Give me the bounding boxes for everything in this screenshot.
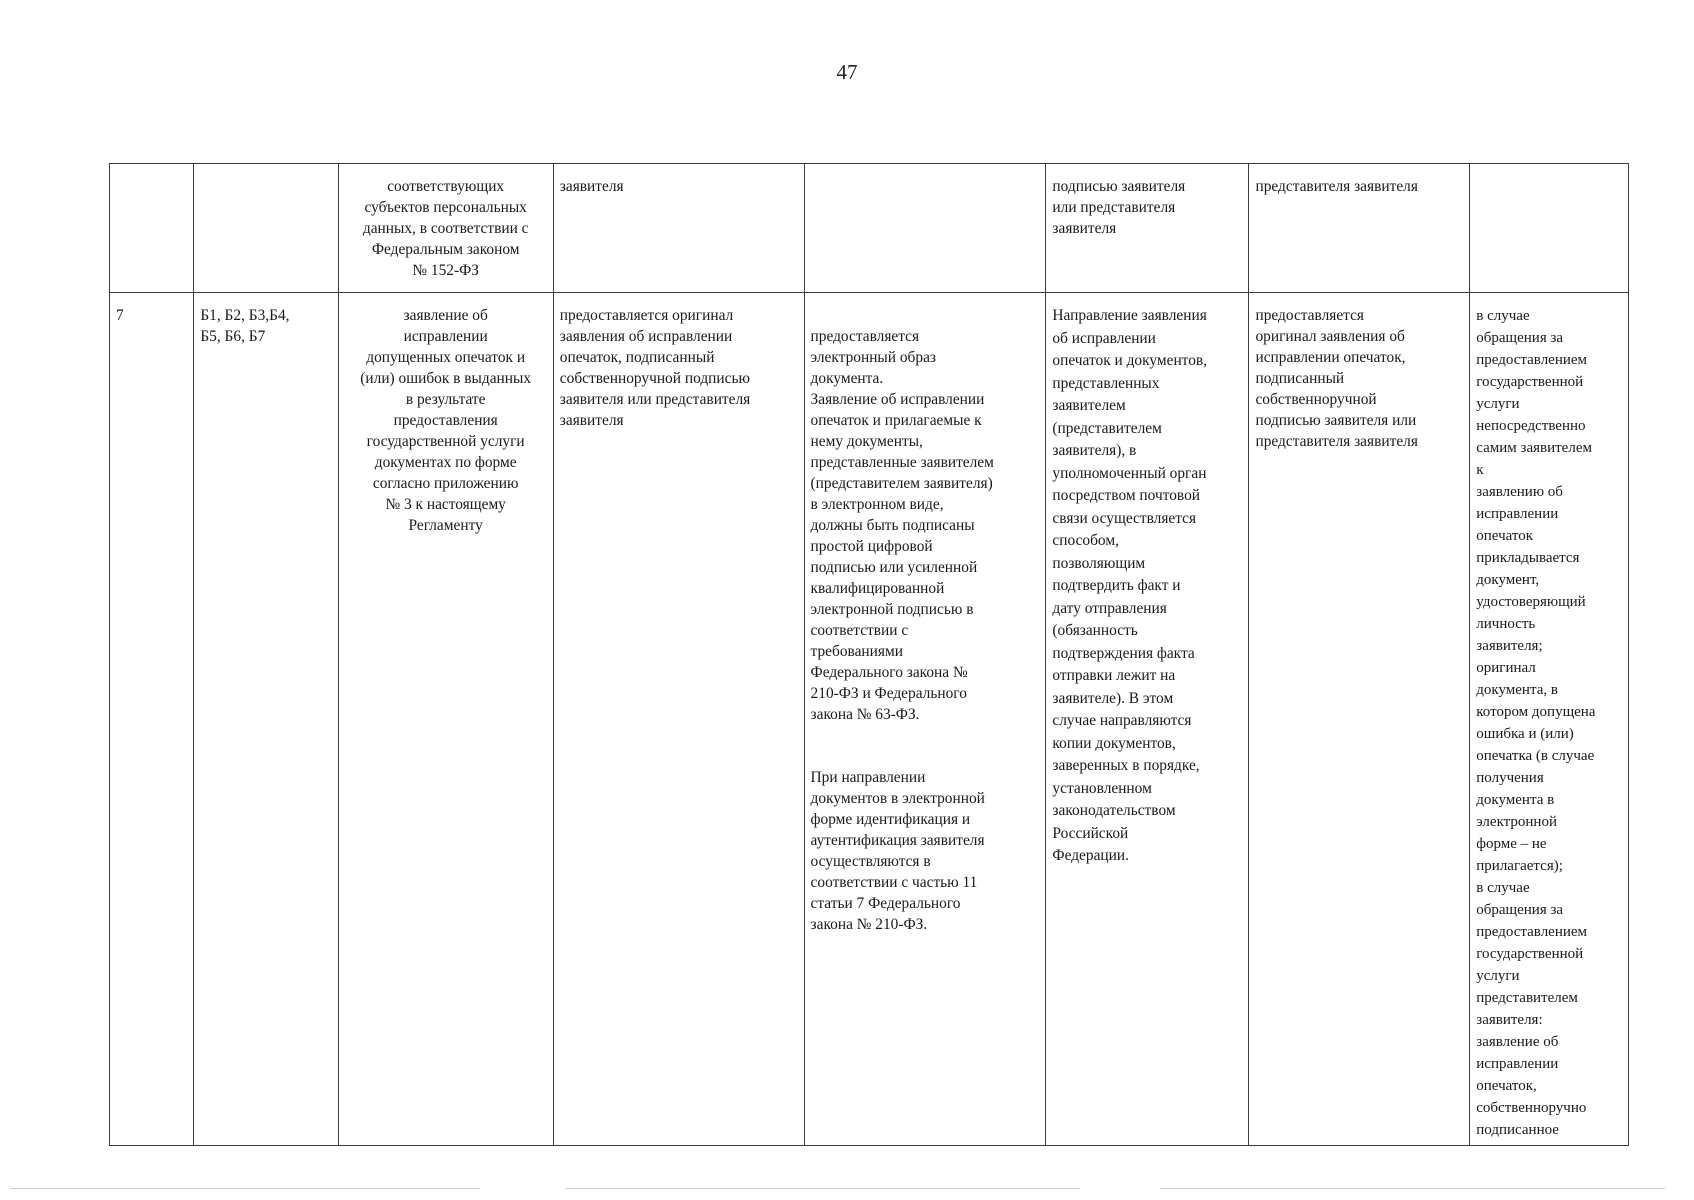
scan-artifact-line [10, 1188, 480, 1189]
electronic-form-paragraph-2: При направлении документов в электронной форме идентификация и аутентификация заявителя осуществляются в соответствии с частью 11 статьи 7 Федерального закона № 210-ФЗ. [810, 769, 985, 933]
cell-postal-submission: подписью заявителя или представителя заявителя [1046, 164, 1249, 293]
cell-paper-form: предоставляется оригинал заявления об исправлении опечаток, подписанный собственноручной подписью заявителя или представителя заявителя [553, 293, 804, 1146]
postal-submission-text: Направление заявления об исправлении опечаток и документов, представленных заявителем (представителем заявителя), в уполномоченный орган посредством почтовой связи осуществляется способом, позволяющим подтвердить факт и дату отправления (обязанность подтверждения факта отправки лежит на заявителе). В этом случае направляются копии документов, заверенных в порядке, установленном законодательством Российской Федерации. [1052, 307, 1208, 864]
cell-paper-form: заявителя [553, 164, 804, 293]
cell-postal-submission [1046, 293, 1249, 1146]
cell-notes [1470, 293, 1629, 1146]
regulation-table [109, 163, 1629, 1146]
page-number: 47 [836, 60, 858, 84]
cell-document-name: заявление об исправлении допущенных опечаток и (или) ошибок в выданных в результате предоставления государственной услуги документах по форме согласно приложению № 3 к настоящему Регламенту [338, 293, 553, 1146]
notes-text: в случае обращения за предоставлением государственной услуги непосредственно самим заявителем к заявлению об исправлении опечаток прикладывается документ, удостоверяющий личность заявителя; оригинал документа, в котором допущена ошибка и (или) опечатка (в случае получения документа в электронной форме – не прилагается); в случае обращения за предоставлением государственной услуги представителем заявителя: заявление об исправлении опечаток, собственноручно подписанное [1476, 308, 1596, 1138]
cell-document-name: соответствующих субъектов персональных данных, в соответствии с Федеральным законом № 152-ФЗ [338, 164, 553, 293]
table-row-continuation [110, 164, 1629, 293]
scan-artifact-line [565, 1188, 1080, 1189]
cell-electronic-form [804, 293, 1046, 1146]
scan-artifact-line [1160, 1188, 1665, 1189]
cell-mfc-submission: предоставляется оригинал заявления об исправлении опечаток, подписанный собственноручной подписью заявителя или представителя заявителя [1249, 293, 1470, 1146]
cell-notes [1470, 164, 1629, 293]
cell-electronic-form [804, 164, 1046, 293]
cell-mfc-submission: представителя заявителя [1249, 164, 1470, 293]
cell-codes [194, 164, 338, 293]
electronic-form-paragraph-1: предоставляется электронный образ документа. Заявление об исправлении опечаток и прилагаемые к нему документы, представленные заявителем (представителем заявителя) в электронном виде, должны быть подписаны простой цифровой подписью или усиленной квалифицированной электронной подписью в соответствии с требованиями Федерального закона № 210-ФЗ и Федерального закона № 63-ФЗ. [810, 328, 994, 723]
table-row-7 [110, 293, 1629, 1146]
cell-number [110, 164, 194, 293]
cell-codes: Б1, Б2, Б3,Б4, Б5, Б6, Б7 [194, 293, 338, 1146]
cell-number: 7 [110, 293, 194, 1146]
